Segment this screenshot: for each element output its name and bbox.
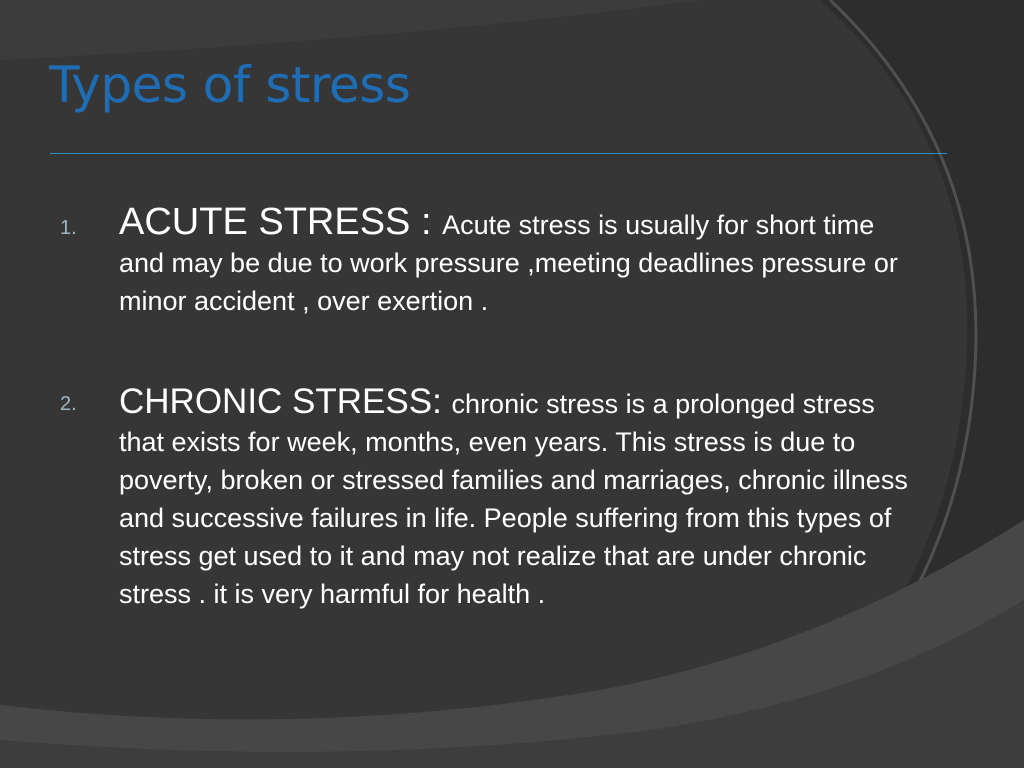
- slide-title: Types of stress: [49, 56, 411, 114]
- item-heading: ACUTE STRESS :: [119, 201, 443, 243]
- list-number: 2.: [60, 393, 77, 415]
- list-item-text: [119, 383, 909, 613]
- item-body: chronic stress is a prolonged stress that exists for week, months, even years. This stress is due to poverty, broken or stressed families and marriages, chronic illness and successive failures in life. People suffering from this types of stress get used to it and may not realize that are under chronic stress . it is very harmful for health .: [119, 389, 908, 609]
- list-number: 1.: [60, 217, 77, 239]
- list-item-text: [119, 203, 909, 320]
- item-body: Acute stress is usually for short time and may be due to work pressure ,meeting deadlines pressure or minor accident , over exertion .: [119, 210, 898, 316]
- item-heading: CHRONIC STRESS:: [119, 382, 452, 421]
- title-underline: [50, 153, 947, 154]
